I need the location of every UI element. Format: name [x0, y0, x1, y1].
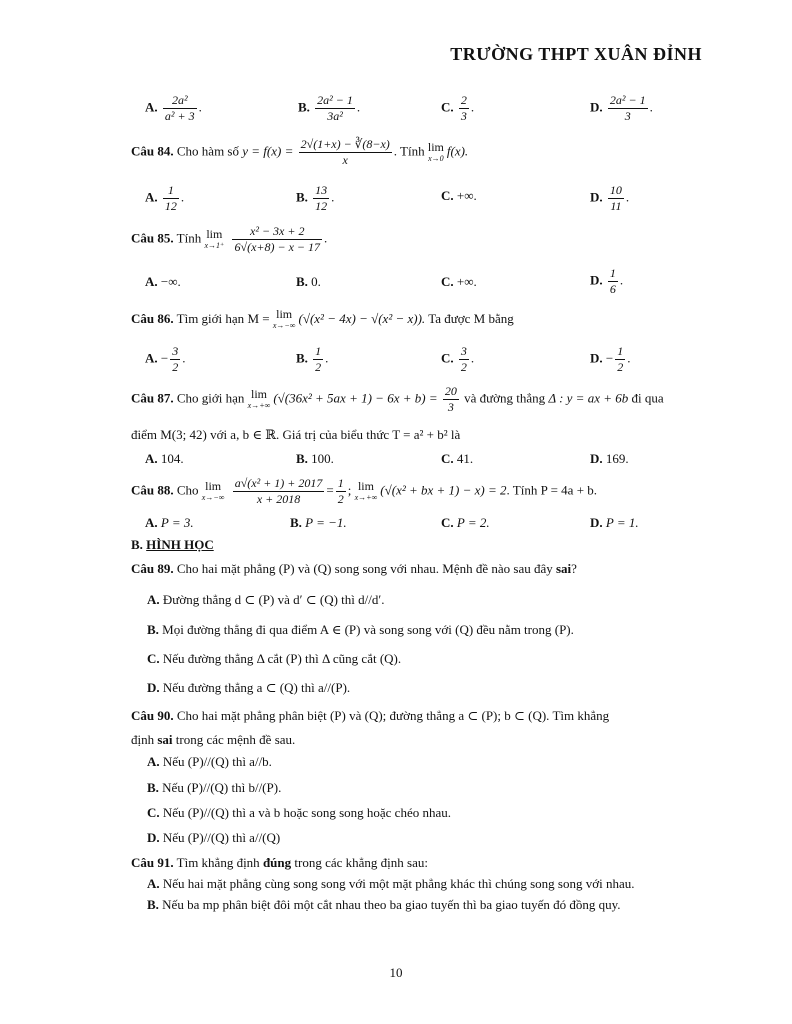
q85-option-d: D. $\frac{1}{6}$ .: [590, 266, 624, 296]
q84-option-b: B. $\frac{13}{12}$ .: [296, 183, 335, 213]
question-84: Câu 84. Cho hàm số y = f(x) = $\frac{2√(1+x) - ∛(8-x)}{x}$ . Tính lim x→0 f(x).: [131, 137, 469, 167]
q90-option-b: B. Nếu (P)//(Q) thì b//(P).: [147, 780, 282, 795]
question-89: Câu 89. Cho hai mặt phẳng (P) và (Q) song song với nhau. Mệnh đề nào sau đây sai?: [131, 561, 577, 576]
page-number: 10: [389, 965, 403, 980]
q88-option-a: A. P = 3.: [145, 515, 194, 530]
question-91: Câu 91. Tìm khẳng định đúng trong các khẳng định sau:: [131, 855, 428, 870]
q90-option-c: C. Nếu (P)//(Q) thì a và b hoặc song song hoặc chéo nhau.: [147, 805, 451, 820]
q86-option-a: A. − $\frac{3}{2}$ .: [145, 344, 186, 374]
q87-option-d: D. 169.: [590, 451, 629, 466]
question-90-line2: định sai trong các mệnh đề sau.: [131, 732, 296, 747]
q87-option-c: C. 41.: [441, 451, 474, 466]
q86-option-d: D. − $\frac{1}{2}$ .: [590, 344, 631, 374]
q88-option-c: C. P = 2.: [441, 515, 490, 530]
q90-option-d: D. Nếu (P)//(Q) thì a//(Q): [147, 830, 281, 845]
q84-option-a: A. $\frac{1}{12}$ .: [145, 183, 185, 213]
q86-option-c: C. $\frac{3}{2}$ .: [441, 344, 475, 374]
q90-option-a: A. Nếu (P)//(Q) thì a//b.: [147, 754, 272, 769]
q89-option-d: D. Nếu đường thẳng a ⊂ (Q) thì a//(P).: [147, 680, 351, 695]
question-85: Câu 85. Tính lim x→1⁺ $\frac{\text{x² − 3x + 2}}{6√(x+8) - x - 17}$ .: [131, 224, 328, 254]
q87-option-a: A. 104.: [145, 451, 184, 466]
q85-option-b: B. 0.: [296, 274, 321, 289]
question-88: Câu 88. Cho lim x→−∞ $\frac{\text{a√(x² + 1) + 2017}}{x + 2018}$ = $\frac{1}{2}$ ; lim x→+∞ (√(x² + bx + 1) − x) = 2. Tính P = 4a + b.: [131, 476, 598, 506]
q83-option-d: D. $\frac{\text{2a² − 1}}{3}$ .: [590, 93, 653, 123]
q88-option-b: B. P = −1.: [290, 515, 347, 530]
q83-option-a: A. $\frac{\text{2a²}}{\text{a² + 3}}$ .: [145, 93, 202, 123]
q89-option-a: A. Đường thẳng d ⊂ (P) và d′ ⊂ (Q) thì d//d′.: [147, 592, 385, 607]
q85-option-a: A. −∞.: [145, 274, 181, 289]
q87-option-b: B. 100.: [296, 451, 334, 466]
q91-option-a: A. Nếu hai mặt phẳng cùng song song với một mặt phẳng khác thì chúng song song với nhau.: [147, 876, 635, 891]
q88-option-d: D. P = 1.: [590, 515, 639, 530]
q84-option-c: C. +∞.: [441, 188, 477, 203]
question-86: Câu 86. Tìm giới hạn M = lim x→−∞ (√(x² − 4x) − √(x² − x)). Ta được M bằng: [131, 307, 514, 330]
q89-option-c: C. Nếu đường thẳng Δ cắt (P) thì Δ cũng cắt (Q).: [147, 651, 402, 666]
q83-option-b: B. $\frac{\text{2a² − 1}}{\text{3a²}}$ .: [298, 93, 361, 123]
q91-option-b: B. Nếu ba mp phân biệt đôi một cắt nhau theo ba giao tuyến thì ba giao tuyến đó đồng quy.: [147, 897, 621, 912]
q89-option-b: B. Mọi đường thẳng đi qua điểm A ∈ (P) và song song với (Q) đều nằm trong (P).: [147, 622, 574, 637]
question-87-line2: điểm M(3; 42) với a, b ∈ ℝ. Giá trị của biểu thức T = a² + b² là: [131, 427, 461, 442]
school-header: TRƯỜNG THPT XUÂN ĐỈNH: [450, 44, 702, 64]
question-87: Câu 87. Cho giới hạn lim x→+∞ (√(36x² + 5ax + 1) − 6x + b) = $\frac{20}{3}$ và đường thẳng Δ : y = ax + 6b đi qua: [131, 384, 664, 414]
q85-option-c: C. +∞.: [441, 274, 477, 289]
section-b-heading: B. HÌNH HỌC: [131, 537, 214, 552]
question-90: Câu 90. Cho hai mặt phẳng phân biệt (P) và (Q); đường thẳng a ⊂ (P); b ⊂ (Q). Tìm khẳng: [131, 708, 610, 723]
q83-option-c: C. $\frac{2}{3}$ .: [441, 93, 475, 123]
q86-option-b: B. $\frac{1}{2}$ .: [296, 344, 329, 374]
q84-option-d: D. $\frac{10}{11}$ .: [590, 183, 630, 213]
